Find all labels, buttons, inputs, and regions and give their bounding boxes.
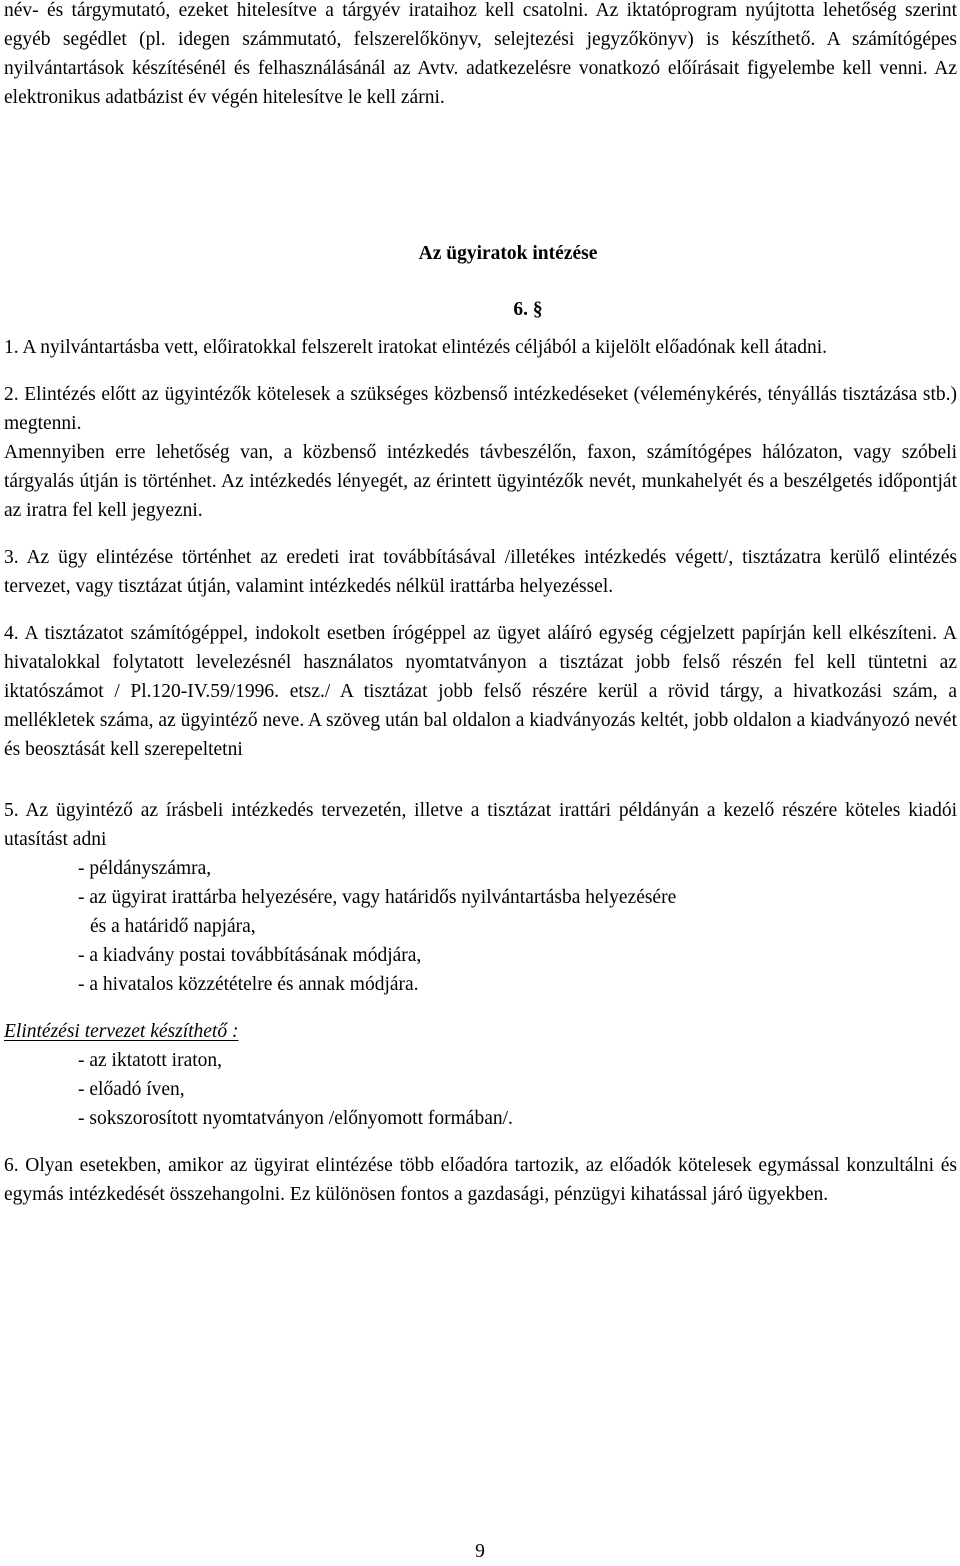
section-number: 6. § [513,299,543,320]
paragraph-3: 3. Az ügy elintézése történhet az eredeti irat továbbításával /illetékes intézkedés végett/, tisztázatra kerülő elintézés tervezet, vagy tisztázat útján, valamint intézkedés nélkül irattárba helyezéssel. [4,547,957,597]
paragraph-1: 1. A nyilvántartásba vett, előiratokkal felszerelt iratokat elintézés céljából a kijelölt előadónak kell átadni. [4,337,828,358]
paragraph-2b: Amennyiben erre lehetőség van, a közbenső intézkedés távbeszélőn, faxon, számítógépes hálózaton, vagy szóbeli tárgyalás útján is történhet. Az intézkedés lényegét, az érintett ügyintézők nevét, munkahelyét és a beszélgetés időpontját az iratra fel kell jegyezni. [4,442,957,521]
instruction-list [4,854,957,999]
paragraph-2a: 2. Elintézés előtt az ügyintézők kötelesek a szükséges közbenső intézkedéseket (véleménykérés, tényállás tisztázása stb.) megtenni. [4,384,957,434]
paragraph-5: 5. Az ügyintéző az írásbeli intézkedés tervezetén, illetve a tisztázat irattári példányán a kezelő részére köteles kiadói utasítást adni [4,800,957,850]
list-item: - az ügyirat irattárba helyezésére, vagy határidős nyilvántartásba helyezésére [78,887,677,908]
page-number: 9 [475,1541,485,1562]
list-item: - a hivatalos közzétételre és annak módjára. [78,974,419,995]
list-item: - sokszorosított nyomtatványon /előnyomott formában/. [78,1108,513,1129]
list-item: - előadó íven, [78,1079,185,1100]
paragraph-4: 4. A tisztázatot számítógéppel, indokolt esetben írógéppel az ügyet aláíró egység cégjelzett papírján kell elkészíteni. A hivatalokkal folytatott levelezésnél használatos nyomtatványon a tisztázat jobb felső részén fel kell tüntetni az iktatószámot / Pl.120-IV.59/1996. etsz./ A tisztázat jobb felső részére kerül a rövid tárgy, a hivatkozási szám, a mellékletek száma, az ügyintéző neve. A szöveg után bal oldalon a kiadványozás keltét, jobb oldalon a kiadványozó nevét és beosztását kell szerepeltetni [4,623,957,760]
draft-heading: Elintézési tervezet készíthető : [4,1021,239,1042]
list-item: és a határidő napjára, [90,916,256,937]
list-item: - az iktatott iraton, [78,1050,223,1071]
intro-paragraph: név- és tárgymutató, ezeket hitelesítve a tárgyév irataihoz kell csatolni. Az iktatóprogram nyújtotta lehetőség szerint egyéb segédlet (pl. idegen számmutató, felszerelőkönyv, selejtezési jegyzőkönyv) is készíthető. A számítógépes nyilvántartások készítésénél és felhasználásánál az Avtv. adatkezelésre vonatkozó előírásait figyelembe kell venni. Az elektronikus adatbázist év végén hitelesítve le kell zárni. [4,0,957,108]
paragraph-6: 6. Olyan esetekben, amikor az ügyirat elintézése több előadóra tartozik, az előadók kötelesek egymással konzultálni és egymás intézkedését összehangolni. Ez különösen fontos a gazdasági, pénzügyi kihatással járó ügyekben. [4,1155,957,1205]
list-item: - példányszámra, [78,858,212,879]
draft-list [4,1046,957,1133]
document-page [4,0,957,1209]
paragraph-5-block [4,796,957,999]
section-title: Az ügyiratok intézése [418,243,598,264]
list-item: - a kiadvány postai továbbításának módjára, [78,945,422,966]
